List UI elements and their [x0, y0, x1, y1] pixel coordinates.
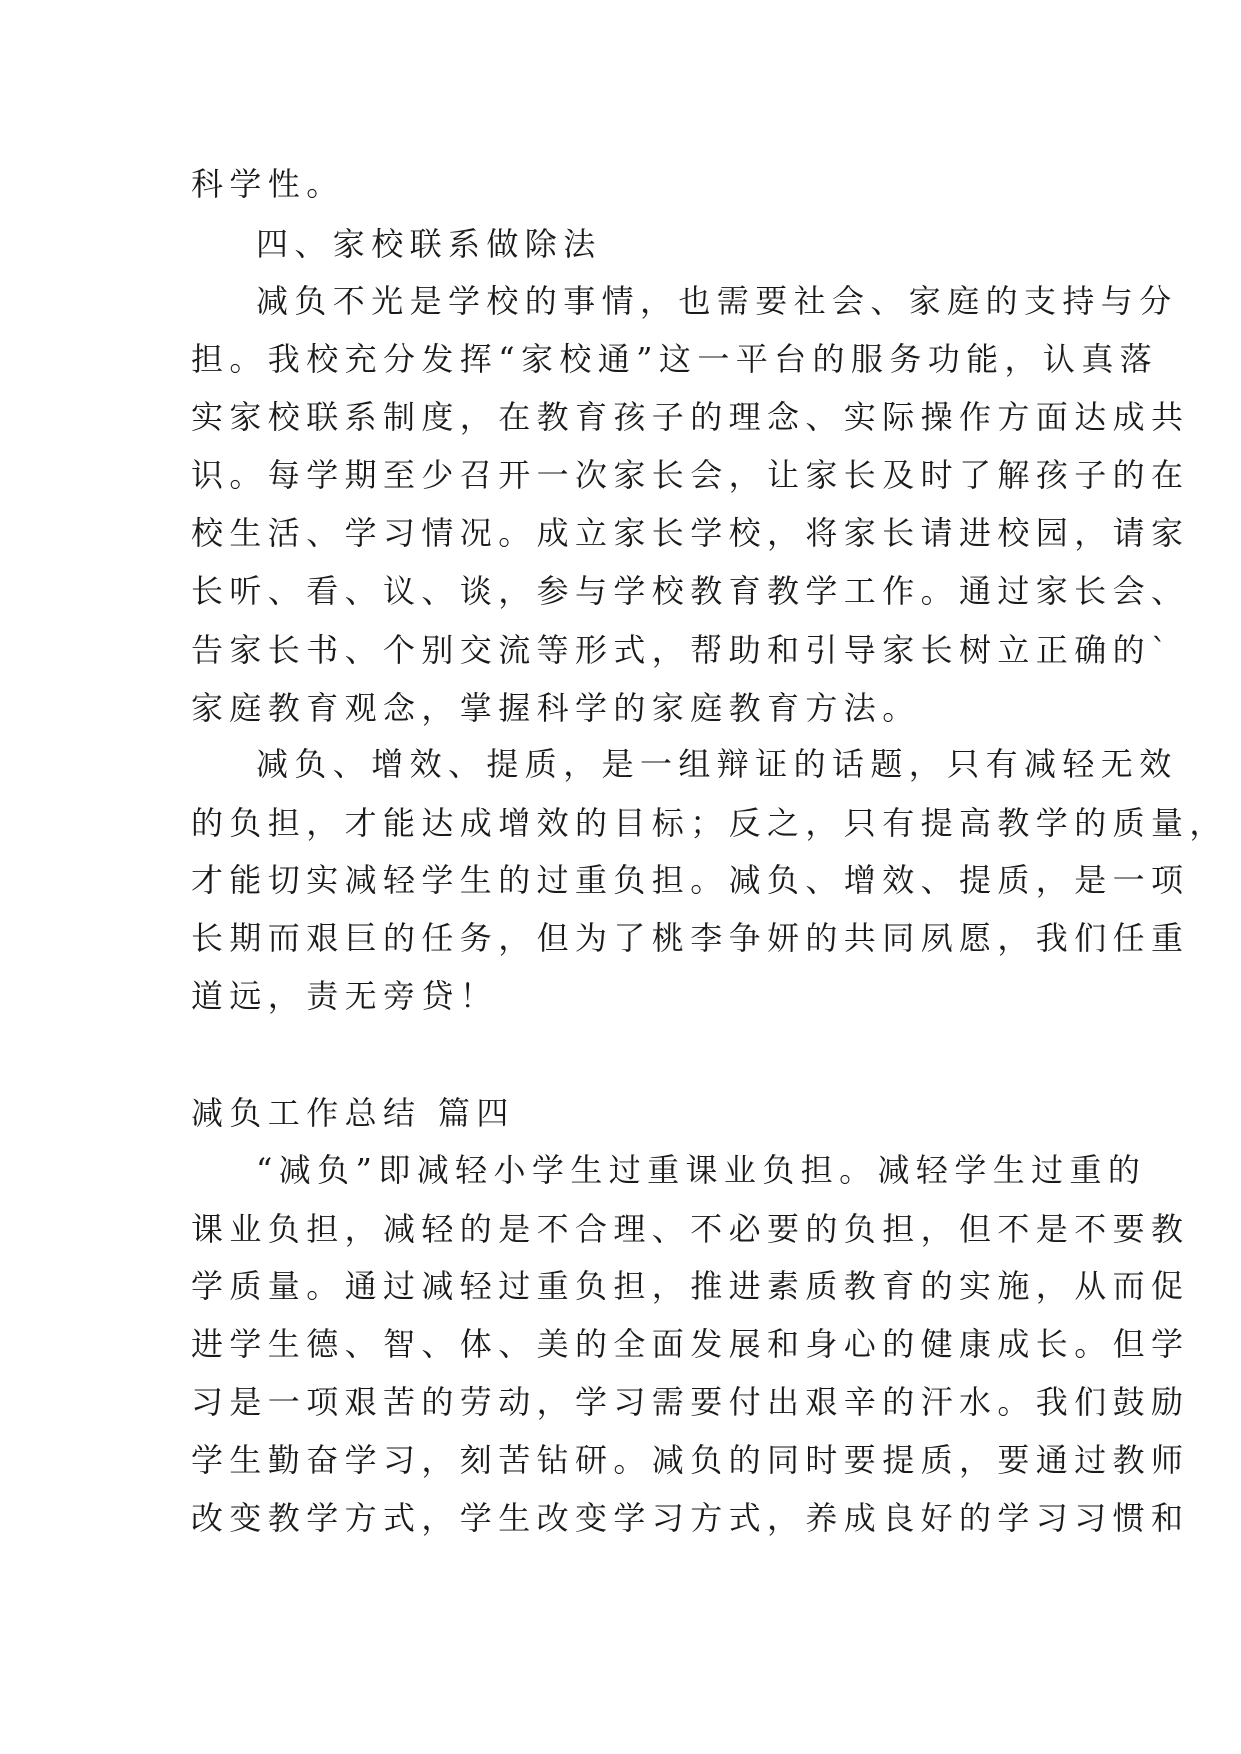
section-heading: 四、家校联系做除法 [256, 225, 602, 263]
paragraph-line: 告家长书、个别交流等形式，帮助和引导家长树立正确的` [191, 631, 1174, 669]
paragraph-line: 校生活、学习情况。成立家长学校，将家长请进校园，请家 [191, 514, 1190, 552]
paragraph-line: 家庭教育观念，掌握科学的家庭教育方法。 [191, 689, 921, 727]
paragraph-line: 长期而艰巨的任务，但为了桃李争妍的共同夙愿，我们任重 [191, 919, 1190, 957]
paragraph-line: 减负不光是学校的事情，也需要社会、家庭的支持与分 [256, 282, 1178, 320]
section-title: 减负工作总结 篇四 [191, 1094, 515, 1132]
paragraph-line: 担。我校充分发挥“家校通”这一平台的服务功能，认真落 [191, 340, 1159, 378]
paragraph-line: 改变教学方式，学生改变学习方式，养成良好的学习习惯和 [191, 1499, 1190, 1537]
paragraph-line: 习是一项艰苦的劳动，学习需要付出艰辛的汗水。我们鼓励 [191, 1383, 1190, 1421]
paragraph-line: 的负担，才能达成增效的目标；反之，只有提高教学的质量， [191, 804, 1228, 842]
paragraph-line: 课业负担，减轻的是不合理、不必要的负担，但不是不要教 [191, 1210, 1190, 1248]
paragraph-line: 识。每学期至少召开一次家长会，让家长及时了解孩子的在 [191, 456, 1190, 494]
paragraph-line: 实家校联系制度，在教育孩子的理念、实际操作方面达成共 [191, 398, 1190, 436]
paragraph-line: 长听、看、议、谈，参与学校教育教学工作。通过家长会、 [191, 572, 1190, 610]
paragraph-line: 科学性。 [191, 165, 345, 203]
paragraph-line: 进学生德、智、体、美的全面发展和身心的健康成长。但学 [191, 1325, 1190, 1363]
paragraph-line: 才能切实减轻学生的过重负担。减负、增效、提质，是一项 [191, 861, 1190, 899]
paragraph-line: 学生勤奋学习，刻苦钻研。减负的同时要提质，要通过教师 [191, 1441, 1190, 1479]
paragraph-line: 减负、增效、提质，是一组辩证的话题，只有减轻无效 [256, 745, 1178, 783]
paragraph-line: 学质量。通过减轻过重负担，推进素质教育的实施，从而促 [191, 1267, 1190, 1305]
paragraph-line: “减负”即减轻小学生过重课业负担。减轻学生过重的 [256, 1151, 1147, 1189]
paragraph-line: 道远，责无旁贷！ [191, 977, 499, 1015]
